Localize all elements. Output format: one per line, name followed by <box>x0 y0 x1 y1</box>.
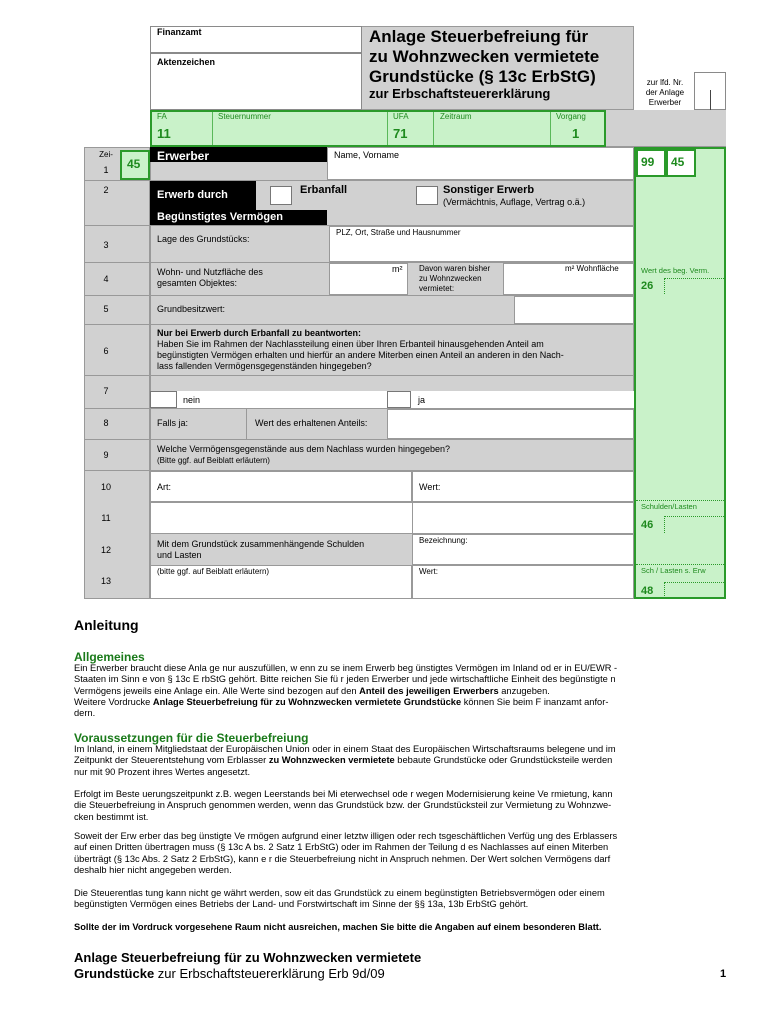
allg-line-3b: Anteil des jeweiligen Erwerbers <box>359 685 499 696</box>
line-number-12: 12 <box>100 545 111 555</box>
voraussetzungen-text <box>74 744 714 778</box>
ja-checkbox[interactable] <box>387 391 411 408</box>
line-number-2: 2 <box>103 185 109 195</box>
row6-line-2: begünstigten Vermögen erhalten und hierfür an andere Miterben einen Anteil an anderen in den Nach- <box>157 350 564 360</box>
sonstiger-erwerb-label: Sonstiger Erwerb <box>443 184 535 196</box>
paragraph-5: Sollte der im Vordruck vorgesehene Raum nicht ausreichen, machen Sie bitte die Angaben auf einem besonderen Blatt. <box>74 922 602 932</box>
davon-line-3: vermietet: <box>419 284 455 293</box>
row9-line-1: Welche Vermögensgegenstände aus dem Nachlass wurden hingegeben? <box>157 444 451 454</box>
row11-field[interactable] <box>150 502 634 534</box>
bezeichnung-label: Bezeichnung: <box>419 536 468 545</box>
line-number-column <box>84 147 150 599</box>
line-number-5: 5 <box>103 304 109 314</box>
row9-line-2: (Bitte ggf. auf Beiblatt erläutern) <box>157 456 270 465</box>
code-48: 48 <box>641 585 654 597</box>
wert-anteil-label: Wert des erhaltenen Anteils: <box>255 418 368 428</box>
voraussetzungen-title: Voraussetzungen für die Steuerbefreiung <box>74 731 309 745</box>
sonstiger-erwerb-checkbox[interactable] <box>416 186 438 205</box>
p2-line-3: cken bestimmt ist. <box>74 811 149 822</box>
paragraph-3 <box>74 831 714 876</box>
title-line-3: Grundstücke (§ 13c ErbStG) <box>369 67 596 86</box>
line-number-6: 6 <box>103 346 109 356</box>
wohnflaeche-line-2: gesamten Objektes: <box>157 278 238 288</box>
title-line-1: Anlage Steuerbefreiung für <box>369 27 589 46</box>
id-bar-sep-3 <box>433 112 434 145</box>
zeitraum-label: Zeitraum <box>440 112 472 121</box>
p3-line-2: auf einen Dritten übertragen muss (§ 13c A bs. 2 Satz 1 ErbStG) oder im Rahmen der Teilung d es Nachlasses auf einen Miterben <box>74 842 609 853</box>
wohnflaeche-label <box>157 267 263 289</box>
line-number-7: 7 <box>103 386 109 396</box>
ufa-label: UFA <box>393 112 409 121</box>
vorgang-value: 1 <box>572 126 580 141</box>
p4-line-2: begünstigten Vermögen eines Betriebs der Land- und Forstwirtschaft im Sinne der §§ 13a, 13b ErbStG gehört. <box>74 899 529 910</box>
erwerber-label: Erwerber <box>157 149 210 163</box>
footer-line-2 <box>74 966 385 981</box>
allg-line-4 <box>74 697 714 708</box>
row12-label <box>157 539 364 561</box>
row6-bold: Nur bei Erwerb durch Erbanfall zu beantworten: <box>157 328 362 338</box>
art-wert-field[interactable] <box>412 471 634 502</box>
p3-line-1: Soweit der Erw erber das beg ünstigte Ve rmögen aufgrund einer letztw illigen oder rech tsgeschäftlichen Verfüg ung des Erblassers <box>74 831 618 841</box>
allgemeines-text <box>74 663 714 719</box>
name-vorname-label: Name, Vorname <box>334 150 400 160</box>
vor-line-3: nur mit 90 Prozent ihres Wertes angesetzt. <box>74 766 251 777</box>
lfd-nr-label <box>640 78 690 108</box>
wohnflaeche-line-1: Wohn- und Nutzfläche des <box>157 267 263 277</box>
id-bar-right-gray <box>606 110 726 147</box>
allg-line-4c: können Sie beim F inanzamt anfor- <box>461 696 609 707</box>
ja-label: ja <box>418 395 426 405</box>
grundbesitzwert-field[interactable] <box>514 296 634 324</box>
allg-line-1: Ein Erwerber braucht diese Anla ge nur auszufüllen, w enn zu se inem Erwerb beg ünstigtes Vermögen im Inland od er in EU/EWR - <box>74 663 618 673</box>
code-26-field[interactable] <box>664 278 724 294</box>
lfd-nr-line-3: Erwerber <box>648 98 682 107</box>
row6-bottom-line <box>84 375 634 376</box>
erbanfall-checkbox[interactable] <box>270 186 292 205</box>
p2-line-2: die Steuerbefreiung in Anspruch genommen werden, wenn das Grundstück bzw. der Grundstücksteil zur Vermietung zu Wohnzwe- <box>74 800 612 811</box>
code-99: 99 <box>641 155 655 169</box>
lage-label: Lage des Grundstücks: <box>157 234 250 244</box>
aktenzeichen-label: Aktenzeichen <box>157 57 216 67</box>
footer-line-2b: zur Erbschaftsteuererklärung Erb 9d/09 <box>154 966 385 981</box>
sch-lasten-label: Sch / Lasten s. Erw <box>641 566 706 575</box>
form-subtitle: zur Erbschaftsteuererklärung <box>369 86 551 101</box>
row5-bottom-line <box>84 324 634 325</box>
line-number-8: 8 <box>103 418 109 428</box>
title-line-2: zu Wohnzwecken vermietete <box>369 47 600 66</box>
allg-line-3a: Vermögens jeweils eine Anlage ein. Alle Werte sind bezogen auf den <box>74 685 360 696</box>
id-bar-sep-4 <box>550 112 551 145</box>
art-wert-label: Wert: <box>419 482 441 492</box>
schulden-dotted <box>636 500 724 501</box>
row12-line-2: und Lasten <box>157 550 202 560</box>
line-number-13: 13 <box>100 576 111 586</box>
beiblatt-label: (bitte ggf. auf Beiblatt erläutern) <box>157 567 270 576</box>
paragraph-2 <box>74 789 714 823</box>
m2-unit: m² <box>392 264 403 274</box>
footer-line-1: Anlage Steuerbefreiung für zu Wohnzwecken vermietete <box>74 950 422 965</box>
row6-line-1: Haben Sie im Rahmen der Nachlassteilung einen über Ihren Erbanteil hinausgehenden Anteil am <box>157 339 544 349</box>
row9-question <box>157 444 450 466</box>
allg-line-5: dern. <box>74 708 96 719</box>
lfd-nr-line-2: der Anlage <box>645 88 685 97</box>
line-number-4: 4 <box>103 274 109 284</box>
row13-wert-label: Wert: <box>419 567 438 576</box>
code-48-field[interactable] <box>664 582 724 598</box>
allg-line-3 <box>74 686 714 697</box>
line-number-10: 10 <box>100 482 111 492</box>
p3-line-3: überträgt (§ 13c Abs. 2 Satz 2 ErbStG), kann e r die Steuerbefreiung nicht in Anspruch nehmen. Der Wert solchen Vermögens darf <box>74 853 611 864</box>
allgemeines-title: Allgemeines <box>74 650 145 664</box>
id-bar-sep-1 <box>212 112 213 145</box>
erwerb-durch-label: Erwerb durch <box>157 189 228 201</box>
art-label: Art: <box>157 482 172 492</box>
row1-code: 45 <box>127 157 141 171</box>
ja-row <box>411 391 634 408</box>
davon-line-1: Davon waren bisher <box>419 264 491 273</box>
p2-line-1: Erfolgt im Beste uerungszeitpunkt z.B. wegen Leerstands bei Mi eterwechsel ode r wegen Modernisierung keine Ve rmietung, kann <box>74 789 613 799</box>
lfd-nr-line-1: zur lfd. Nr. <box>646 78 684 87</box>
nein-label: nein <box>183 395 201 405</box>
p4-line-1: Die Steuerentlas tung kann nicht ge währt werden, sow eit das Grundstück zu einem begünstigten Betriebsvermögen oder einem <box>74 888 605 898</box>
steuernummer-field[interactable] <box>214 124 386 144</box>
code-46: 46 <box>641 519 654 531</box>
vorgang-label: Vorgang <box>556 112 586 121</box>
schulden-lasten-label: Schulden/Lasten <box>641 502 697 511</box>
davon-label <box>419 264 490 294</box>
vor-line-2c: bebaute Grundstücke oder Grundstücksteile werden <box>394 755 613 766</box>
footer-line-2a: Grundstücke <box>74 966 155 981</box>
line-number-3: 3 <box>103 240 109 250</box>
code-26: 26 <box>641 280 654 292</box>
line-number-9: 9 <box>103 450 109 460</box>
beg-vermoegen-label: Begünstigtes Vermögen <box>157 211 283 223</box>
allg-line-3c: anzugeben. <box>498 685 550 696</box>
paragraph-4 <box>74 888 714 911</box>
row6-question <box>157 328 631 372</box>
row8-bottom-line <box>84 439 634 440</box>
fa-label: FA <box>157 112 167 121</box>
page-number: 1 <box>720 968 727 980</box>
code-46-field[interactable] <box>664 516 724 533</box>
sonstiger-erwerb-sub: (Vermächtnis, Auflage, Vertrag o.ä.) <box>443 197 586 207</box>
falls-ja-sep <box>246 409 247 439</box>
davon-line-2: zu Wohnzwecken <box>419 274 482 283</box>
grundbesitzwert-label: Grundbesitzwert: <box>157 304 226 314</box>
anleitung-title: Anleitung <box>74 617 139 633</box>
plz-label: PLZ, Ort, Straße und Hausnummer <box>336 228 461 237</box>
falls-ja-label: Falls ja: <box>157 418 189 428</box>
line-number-11: 11 <box>101 513 111 523</box>
steuernummer-label: Steuernummer <box>218 112 271 121</box>
wert-anteil-field[interactable] <box>387 409 634 439</box>
nein-row <box>177 391 387 408</box>
row6-line-3: lass fallenden Vermögensgegenständen hingegeben? <box>157 361 372 371</box>
nein-checkbox[interactable] <box>150 391 177 408</box>
sch-lasten-dotted <box>636 564 724 565</box>
zeile-label <box>96 150 116 160</box>
zeitraum-field[interactable] <box>435 124 549 144</box>
fa-value: 11 <box>157 126 171 141</box>
zeile-label-line-1: Zei- <box>99 150 113 159</box>
lfd-nr-divider <box>710 90 711 110</box>
allg-line-4b: Anlage Steuerbefreiung für zu Wohnzwecken vermietete Grundstücke <box>152 696 462 707</box>
vor-line-2b: zu Wohnzwecken vermietete <box>268 755 395 766</box>
erbanfall-label: Erbanfall <box>300 184 348 196</box>
code-45: 45 <box>671 155 685 169</box>
vor-line-2a: Zeitpunkt der Steuerentstehung vom Erblasser <box>74 755 269 766</box>
row13-wert-field[interactable] <box>412 565 634 599</box>
art-field[interactable] <box>150 471 412 502</box>
row11-sep <box>412 502 413 534</box>
line-number-1: 1 <box>103 165 109 175</box>
vor-line-2 <box>74 755 714 766</box>
wert-beg-verm-label: Wert des beg. Verm. <box>641 266 710 275</box>
finanzamt-label: Finanzamt <box>157 27 202 37</box>
allg-line-2: Staaten im Sinn e von § 13c E rbStG gehört. Bitte reichen Sie fü r jeden Erwerber und jede wirtschaftliche Einheit des begünstigte n <box>74 674 616 685</box>
p3-line-4: deshalb hier nicht angegeben werden. <box>74 864 232 875</box>
ufa-value: 71 <box>393 126 408 141</box>
form-title <box>369 27 599 87</box>
allg-line-4a: Weitere Vordrucke <box>74 696 153 707</box>
id-bar-sep-2 <box>387 112 388 145</box>
vor-line-1: Im Inland, in einem Mitgliedstaat der Europäischen Union oder in einem Staat des Europäischen Wirtschaftsraums belegene und im <box>74 744 616 754</box>
row12-line-1: Mit dem Grundstück zusammenhängende Schulden <box>157 539 365 549</box>
m2-wohnflaeche-unit: m² Wohnfläche <box>565 264 619 273</box>
